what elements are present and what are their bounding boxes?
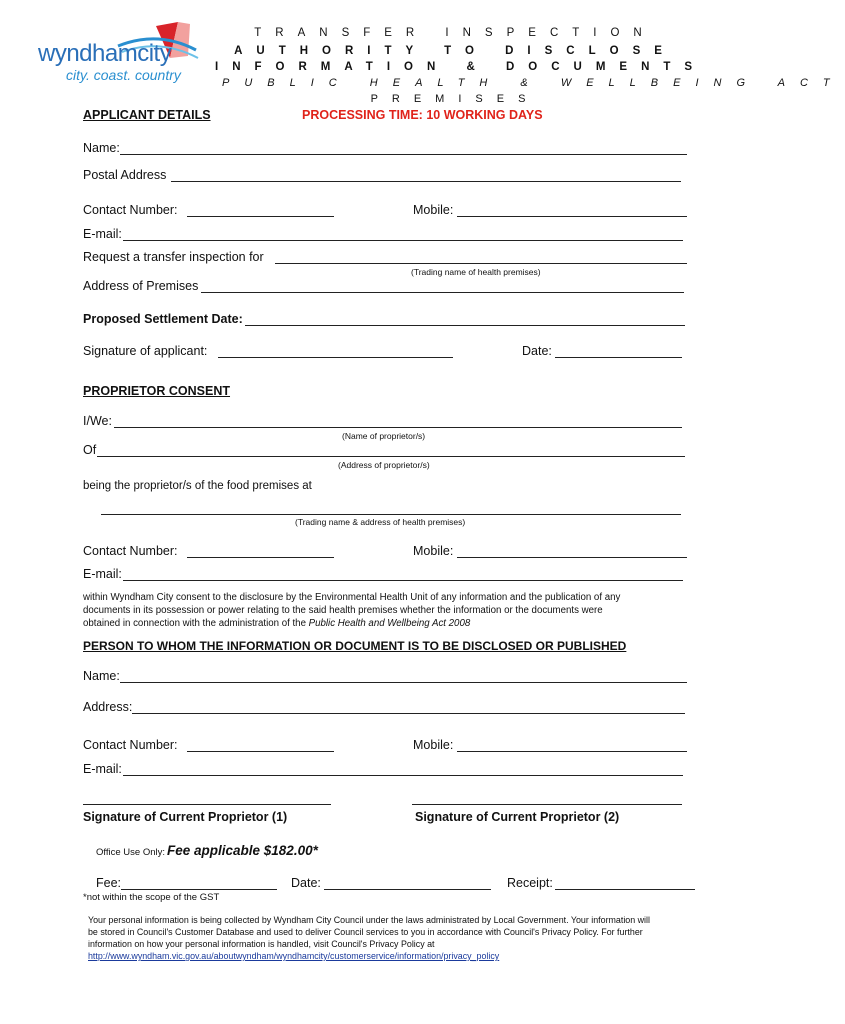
- office-use-label: Office Use Only:: [96, 847, 165, 858]
- trading-name-note: (Trading name of health premises): [411, 267, 541, 277]
- privacy-line3: information on how your personal information is handled, visit Council's Privacy Policy at: [88, 939, 435, 949]
- processing-time: PROCESSING TIME: 10 WORKING DAYS: [302, 108, 543, 122]
- disclosed-address-field[interactable]: [132, 713, 685, 714]
- signature-label: Signature of applicant:: [83, 344, 208, 358]
- contact-number-field[interactable]: [187, 216, 334, 217]
- proprietor-contact-label: Contact Number:: [83, 544, 178, 558]
- disclosed-email-label: E-mail:: [83, 762, 122, 776]
- office-date-field[interactable]: [324, 889, 491, 890]
- address-of-proprietor-note: (Address of proprietor/s): [338, 460, 430, 470]
- consent-text-line3-prefix: obtained in connection with the administration of the: [83, 618, 309, 629]
- applicant-heading: APPLICANT DETAILS: [83, 108, 211, 122]
- postal-address-field[interactable]: [171, 181, 681, 182]
- signature-1-label: Signature of Current Proprietor (1): [83, 810, 288, 824]
- header-line1: TRANSFER INSPECTION: [254, 27, 656, 39]
- logo-tagline: city. coast. country: [66, 67, 181, 83]
- applicant-name-field[interactable]: [120, 154, 687, 155]
- disclosed-contact-field[interactable]: [187, 751, 334, 752]
- proprietor-mobile-label: Mobile:: [413, 544, 454, 558]
- proprietor-email-label: E-mail:: [83, 567, 122, 581]
- date-label: Date:: [522, 344, 552, 358]
- request-label: Request a transfer inspection for: [83, 250, 264, 264]
- disclosed-name-field[interactable]: [120, 682, 687, 683]
- fee-applicable-text: Fee applicable $182.00*: [167, 843, 318, 858]
- address-of-premises-field[interactable]: [201, 292, 684, 293]
- office-date-label: Date:: [291, 876, 321, 890]
- consent-act-name: Public Health and Wellbeing Act 2008: [308, 618, 471, 629]
- proprietor-mobile-field[interactable]: [457, 557, 687, 558]
- consent-text-line2: documents in its possession or power relating to the said health premises whether the information or the documents were: [83, 605, 603, 616]
- applicant-name-label: Name:: [83, 141, 120, 155]
- proprietor-email-field[interactable]: [123, 580, 683, 581]
- date-field[interactable]: [555, 357, 682, 358]
- header-line3: INFORMATION & DOCUMENTS: [215, 61, 707, 73]
- header-line2: AUTHORITY TO DISCLOSE: [234, 45, 676, 57]
- email-label: E-mail:: [83, 227, 122, 241]
- privacy-line1: Your personal information is being collected by Wyndham City Council under the laws administrated by Local Government. Your information will: [88, 915, 650, 925]
- signature-2-label: Signature of Current Proprietor (2): [415, 810, 620, 824]
- receipt-field[interactable]: [555, 889, 695, 890]
- postal-address-label: Postal Address: [83, 168, 167, 182]
- fee-label: Fee:: [96, 876, 122, 890]
- gst-note: *not within the scope of the GST: [83, 892, 220, 903]
- proprietor-contact-field[interactable]: [187, 557, 334, 558]
- mobile-field[interactable]: [457, 216, 687, 217]
- settlement-date-field[interactable]: [245, 325, 685, 326]
- disclosed-email-field[interactable]: [123, 775, 683, 776]
- fee-field[interactable]: [121, 889, 277, 890]
- mobile-label: Mobile:: [413, 203, 454, 217]
- disclosed-name-label: Name:: [83, 669, 120, 683]
- iwe-field[interactable]: [114, 427, 682, 428]
- logo-brand: wyndhamcity: [38, 40, 172, 67]
- request-field[interactable]: [275, 263, 687, 264]
- disclosed-mobile-field[interactable]: [457, 751, 687, 752]
- food-premises-field[interactable]: [101, 514, 681, 515]
- contact-number-label: Contact Number:: [83, 203, 178, 217]
- disclosed-mobile-label: Mobile:: [413, 738, 454, 752]
- name-of-proprietor-note: (Name of proprietor/s): [342, 431, 426, 441]
- consent-text-line1: within Wyndham City consent to the disclosure by the Environmental Health Unit of any information and the publication of any: [83, 592, 621, 603]
- privacy-policy-link[interactable]: http://www.wyndham.vic.gov.au/aboutwyndham/wyndhamcity/customerservice/information/privacy_policy: [88, 951, 500, 961]
- signature-1-field[interactable]: [83, 804, 331, 805]
- privacy-line2: be stored in Council's Customer Database and used to deliver Council services to you in accordance with Council's Privacy Policy. For further: [88, 927, 643, 937]
- disclosed-heading: PERSON TO WHOM THE INFORMATION OR DOCUMENT IS TO BE DISCLOSED OR PUBLISHED: [83, 639, 627, 653]
- address-of-premises-label: Address of Premises: [83, 279, 199, 293]
- disclosed-address-label: Address:: [83, 700, 133, 714]
- being-proprietor-text: being the proprietor/s of the food premises at: [83, 480, 312, 492]
- disclosed-contact-label: Contact Number:: [83, 738, 178, 752]
- receipt-label: Receipt:: [507, 876, 553, 890]
- wyndham-logo: [38, 12, 213, 87]
- iwe-label: I/We:: [83, 414, 112, 428]
- consent-text-line3: [83, 618, 470, 629]
- of-field[interactable]: [97, 456, 685, 457]
- header-line5: PREMISES: [370, 93, 540, 105]
- signature-field[interactable]: [218, 357, 453, 358]
- header-line4: PUBLIC HEALTH & WELLBEING ACT: [222, 77, 845, 89]
- trading-name-address-note: (Trading name & address of health premises): [295, 517, 466, 527]
- signature-2-field[interactable]: [412, 804, 682, 805]
- of-label: Of: [83, 443, 97, 457]
- proprietor-heading: PROPRIETOR CONSENT: [83, 384, 231, 398]
- settlement-date-label: Proposed Settlement Date:: [83, 312, 243, 326]
- email-field[interactable]: [123, 240, 683, 241]
